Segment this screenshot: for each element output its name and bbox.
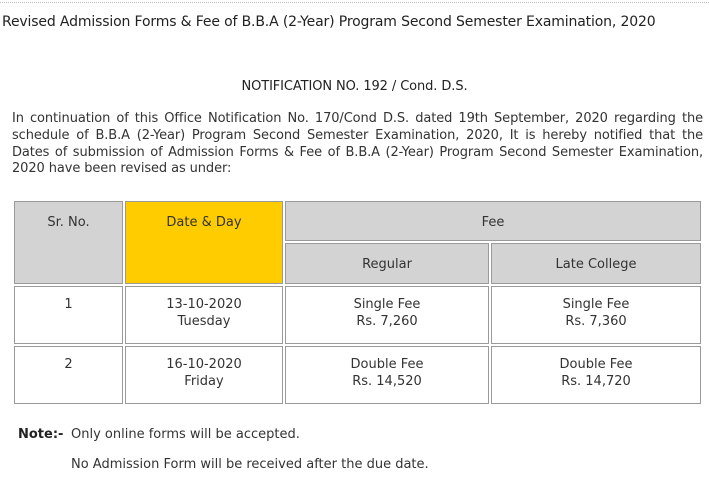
day-value: Tuesday [177, 314, 231, 329]
late-fee-type: Double Fee [559, 357, 633, 372]
table-header-row [14, 201, 701, 241]
page-title: Revised Admission Forms & Fee of B.B.A (2-Year) Program Second Semester Examination, 2020 [2, 14, 656, 30]
header-late-college-label: Late College [555, 257, 637, 272]
header-fee-label: Fee [481, 215, 505, 230]
fee-schedule-table [12, 199, 703, 406]
sr-no-value: 1 [64, 297, 73, 312]
cell-sr-no [14, 286, 123, 344]
late-fee-type: Single Fee [562, 297, 630, 312]
header-date-day-label: Date & Day [166, 215, 242, 230]
table-row [14, 286, 701, 344]
cell-date-day [125, 346, 283, 404]
cell-late-fee [491, 346, 701, 404]
late-fee-amount: Rs. 14,720 [561, 374, 631, 389]
notification-title: NOTIFICATION NO. 192 / Cond. D.S. [241, 79, 468, 94]
cell-sr-no [14, 346, 123, 404]
regular-fee-amount: Rs. 7,260 [356, 314, 418, 329]
header-fee [285, 201, 701, 241]
header-date-day [125, 201, 283, 284]
date-value: 13-10-2020 [166, 297, 242, 312]
header-late-college [491, 243, 701, 284]
header-sr-no [14, 201, 123, 284]
day-value: Friday [184, 374, 224, 389]
cell-regular-fee [285, 346, 489, 404]
regular-fee-type: Single Fee [353, 297, 421, 312]
date-value: 16-10-2020 [166, 357, 242, 372]
header-sr-no-label: Sr. No. [47, 215, 90, 230]
regular-fee-amount: Rs. 14,520 [352, 374, 422, 389]
sr-no-value: 2 [64, 357, 73, 372]
top-dotted-divider [0, 2, 709, 3]
cell-date-day [125, 286, 283, 344]
header-regular [285, 243, 489, 284]
table-row [14, 346, 701, 404]
header-regular-label: Regular [362, 257, 412, 272]
cell-regular-fee [285, 286, 489, 344]
note-label: Note:- [18, 427, 64, 442]
late-fee-amount: Rs. 7,360 [565, 314, 627, 329]
note-line-due-date: No Admission Form will be received after the due date. [71, 457, 429, 472]
intro-paragraph: In continuation of this Office Notification No. 170/Cond D.S. dated 19th September, 2020 regarding the schedule of B.B.A (2-Year) Program Second Semester Examination, 2020, It is hereby notified that the Dates of submission of Admission Forms & Fee of B.B.A (2-Year) Program Second Semester Examination, 2020 have been revised as under: [12, 111, 703, 177]
regular-fee-type: Double Fee [350, 357, 424, 372]
cell-late-fee [491, 286, 701, 344]
note-line-online-forms: Only online forms will be accepted. [71, 427, 300, 442]
